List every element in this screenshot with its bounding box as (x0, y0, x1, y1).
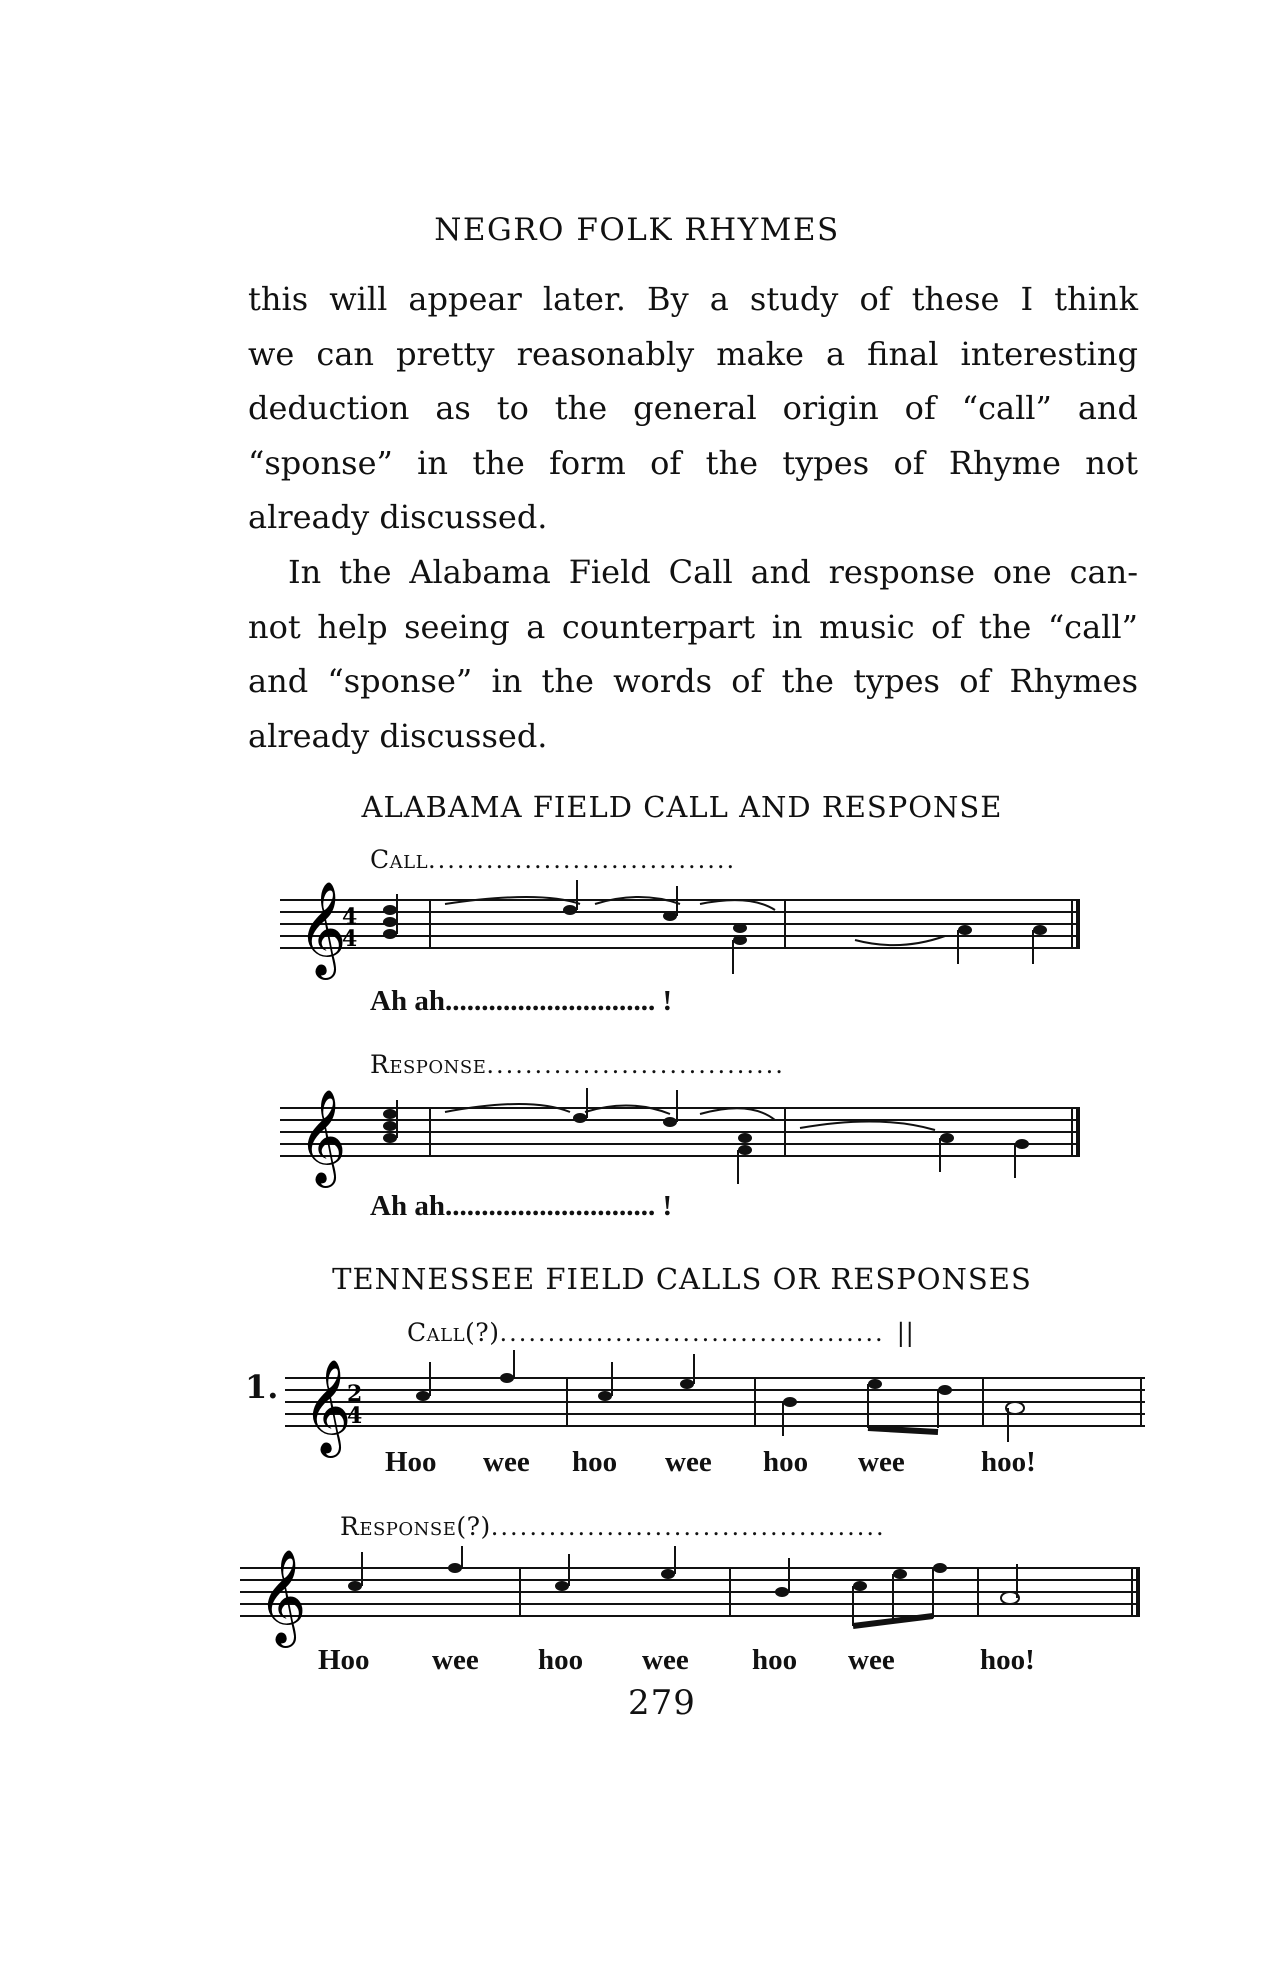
music-staff (280, 880, 1100, 990)
tennessee-response-staff (240, 1546, 1150, 1656)
note-head (868, 1379, 882, 1389)
lyric-word: Hoo (318, 1644, 370, 1676)
note-head (663, 911, 677, 921)
lyric-word: wee (432, 1644, 479, 1676)
note-head (348, 1581, 362, 1591)
note-head (938, 1385, 952, 1395)
tennessee-heading: TENNESSEE FIELD CALLS OR RESPONSES (332, 1262, 1032, 1296)
alabama-call-label (370, 845, 736, 874)
lyric-word: wee (483, 1446, 530, 1478)
lyric-word: hoo (538, 1644, 584, 1676)
treble-clef-icon: 𝄞 (303, 1359, 352, 1454)
lyric-word: wee (858, 1446, 905, 1478)
alabama-response-lyrics: Ah ah............................. ! (370, 1190, 673, 1222)
lyric-word: wee (665, 1446, 712, 1478)
paragraph-line: “sponse” in the form of the types of Rhyme not (248, 443, 1138, 482)
paragraph-line: and “sponse” in the words of the types of Rhymes (248, 662, 1138, 700)
music-staff (240, 1546, 1150, 1656)
response-label-text: Response (370, 1050, 487, 1079)
lyric-word: hoo (752, 1644, 798, 1676)
page-number: 279 (628, 1683, 696, 1723)
note-head (383, 1121, 397, 1131)
paragraph-line: we can pretty reasonably make a final interesting (248, 334, 1138, 373)
note-head (940, 1133, 954, 1143)
item-number: 1. (245, 1368, 279, 1406)
note-head (383, 1133, 397, 1143)
lyric-word: Hoo (385, 1446, 437, 1478)
call-end-mark: || (896, 1318, 915, 1347)
note-head (448, 1563, 462, 1573)
call-label-text: Call(?) (407, 1318, 500, 1347)
lyric-word: hoo! (980, 1644, 1035, 1676)
call-dots: ................................ (428, 846, 737, 874)
treble-clef-icon: 𝄞 (298, 1089, 347, 1184)
paragraph-line: already discussed. (248, 716, 548, 755)
note-head (680, 1379, 694, 1389)
paragraph-2 (248, 545, 1138, 763)
alabama-response-label (370, 1050, 785, 1079)
note-head (383, 917, 397, 927)
note-head (383, 1109, 397, 1119)
note-head (933, 1563, 947, 1573)
tennessee-call-staff (285, 1350, 1155, 1460)
treble-clef-icon: 𝄞 (298, 881, 347, 976)
note-head (661, 1569, 675, 1579)
paragraph-line: already discussed. (248, 498, 548, 536)
paragraph-line: In the Alabama Field Call and response one can- (288, 553, 1138, 591)
note-head (383, 929, 397, 939)
time-signature-bottom: 4 (347, 1403, 363, 1429)
treble-clef-icon: 𝄞 (258, 1549, 307, 1644)
time-signature-top: 2 (347, 1381, 363, 1407)
note-head (500, 1373, 514, 1383)
lyric-word: hoo (572, 1446, 618, 1478)
note-head (1015, 1139, 1029, 1149)
note-head (733, 923, 747, 933)
running-head: NEGRO FOLK RHYMES (434, 212, 840, 248)
call-label-text: Call (370, 845, 429, 874)
note-head (958, 925, 972, 935)
time-signature-bottom: 4 (342, 926, 358, 952)
note-head (853, 1581, 867, 1591)
note-head (1033, 925, 1047, 935)
note-head (738, 1133, 752, 1143)
note-head (738, 1145, 752, 1155)
lyric-word: wee (642, 1644, 689, 1676)
note-head (598, 1391, 612, 1401)
alabama-call-lyrics: Ah ah............................. ! (370, 985, 673, 1017)
response-dots: ......................................... (490, 1513, 886, 1541)
lyric-word: hoo (763, 1446, 809, 1478)
note-head (775, 1587, 789, 1597)
note-head (563, 905, 577, 915)
music-staff (285, 1350, 1155, 1460)
call-dots: ........................................ (499, 1319, 885, 1347)
lyric-word: hoo! (981, 1446, 1036, 1478)
tennessee-response-label (340, 1512, 886, 1541)
note-head (733, 935, 747, 945)
tennessee-call-label (407, 1318, 914, 1347)
note-head (383, 905, 397, 915)
response-label-text: Response(?) (340, 1512, 491, 1541)
alabama-call-staff (280, 880, 1100, 990)
note-head (893, 1569, 907, 1579)
paragraph-line: this will appear later. By a study of these I think (248, 280, 1138, 318)
note-head (663, 1117, 677, 1127)
lyric-word: wee (848, 1644, 895, 1676)
alabama-response-staff (280, 1080, 1100, 1190)
note-head (783, 1397, 797, 1407)
time-signature-top: 4 (342, 904, 358, 930)
music-staff (280, 1080, 1100, 1190)
response-dots: ............................... (486, 1051, 785, 1079)
paragraph-line: not help seeing a counterpart in music of the “call” (248, 607, 1138, 646)
paragraph-line: deduction as to the general origin of “call” and (248, 389, 1138, 427)
note-head (573, 1113, 587, 1123)
note-head (555, 1581, 569, 1591)
note-head (416, 1391, 430, 1401)
paragraph-1 (248, 272, 1138, 545)
alabama-heading: ALABAMA FIELD CALL AND RESPONSE (361, 790, 1003, 824)
